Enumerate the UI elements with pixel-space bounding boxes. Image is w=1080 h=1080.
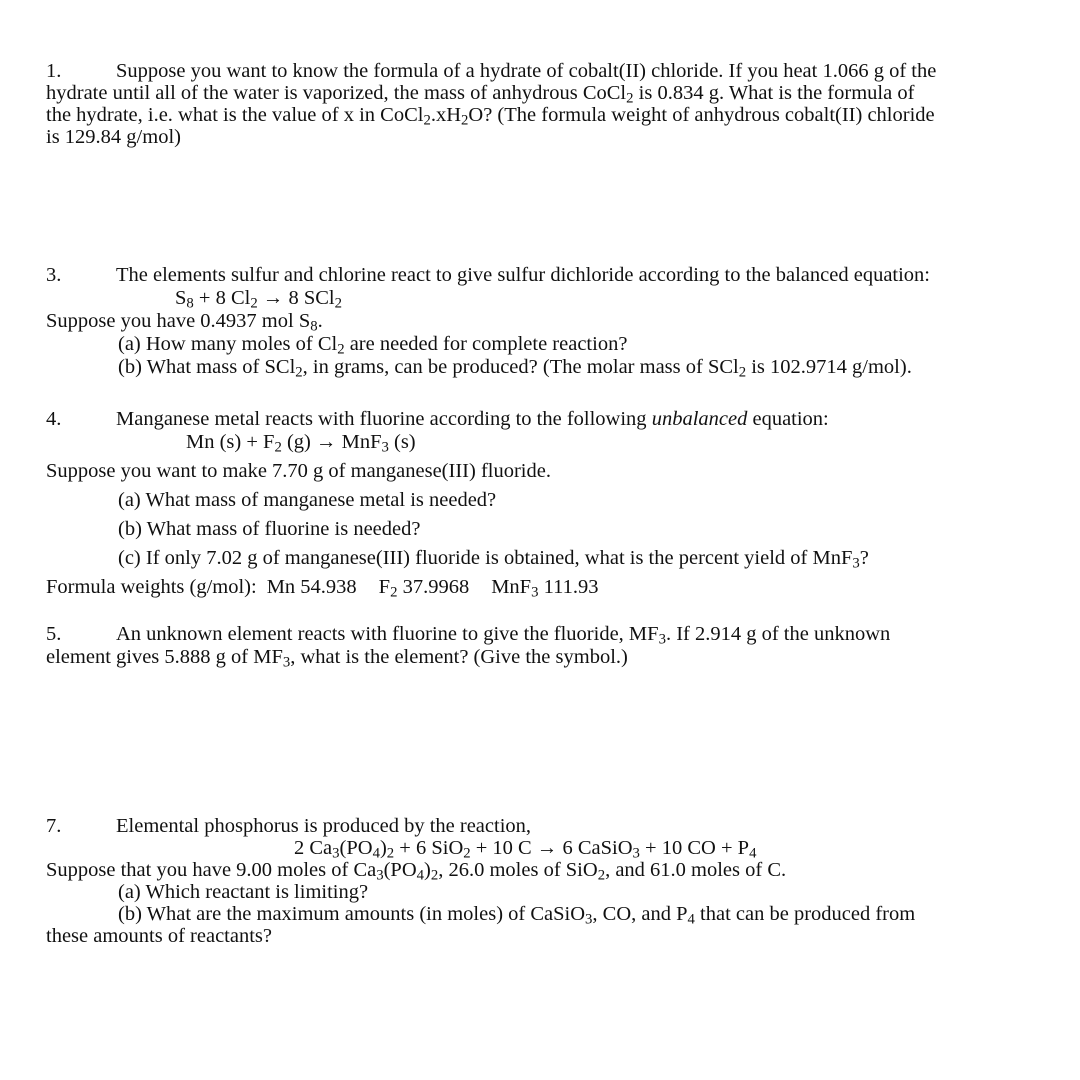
q4-part-b <box>46 518 1056 541</box>
text-segment: O? (The formula weight of anhydrous cobalt(II) chloride <box>468 104 935 126</box>
q4-given <box>46 460 1056 483</box>
text-segment: (s) <box>388 431 416 453</box>
question-1 <box>46 60 1056 148</box>
subscript: 4 <box>416 867 425 884</box>
q3-equation <box>46 287 1056 310</box>
text-segment: Manganese metal reacts with fluorine according to the following <box>116 408 652 430</box>
question-7 <box>46 815 1056 947</box>
q4-part-a <box>46 489 1056 512</box>
subscript: 2 <box>295 364 303 381</box>
q4-number: 4. <box>46 408 62 430</box>
text-segment: Mn 54.938 <box>266 576 357 598</box>
text-segment: , what is the element? (Give the symbol.) <box>290 646 628 668</box>
q7-part-a <box>46 881 1056 903</box>
q5-line-1 <box>46 623 1056 646</box>
q3-line-1 <box>46 264 1056 287</box>
subscript: 3 <box>381 439 389 456</box>
subscript: 3 <box>585 911 593 928</box>
text-segment: these amounts of reactants? <box>46 925 272 947</box>
text-segment: (a) How many moles of Cl <box>118 333 338 355</box>
text-segment: 2 Ca <box>294 837 333 859</box>
subscript: 3 <box>632 845 640 862</box>
text-segment: . If 2.914 g of the unknown <box>665 623 891 645</box>
q4-formula-weights <box>46 576 1056 599</box>
text-segment: element gives 5.888 g of MF <box>46 646 283 668</box>
q7-line-1 <box>46 815 1056 837</box>
subscript: 4 <box>372 845 380 862</box>
text-segment: Suppose that you have 9.00 moles of Ca <box>46 859 377 881</box>
text-segment: (c) If only 7.02 g of manganese(III) fluoride is obtained, what is the percent yield of MnF <box>118 547 853 569</box>
text-segment: is 0.834 g. What is the formula of <box>633 82 915 104</box>
text-segment: is 129.84 g/mol) <box>46 126 181 148</box>
text-segment: that can be produced from <box>694 903 916 925</box>
subscript: 2 <box>463 845 471 862</box>
text-segment: S <box>175 287 187 309</box>
text-segment: + 6 SiO <box>394 837 464 859</box>
q4-line-1 <box>46 408 1056 431</box>
q7-equation <box>46 837 1056 862</box>
question-3 <box>46 264 1056 379</box>
text-segment: (b) What are the maximum amounts (in moles) of CaSiO <box>118 903 586 925</box>
text-segment: (b) What mass of SCl <box>118 356 296 378</box>
subscript: 3 <box>658 631 666 648</box>
text-segment: (PO <box>339 837 373 859</box>
q7-part-b-continued <box>46 925 1056 947</box>
text-segment: .xH <box>430 104 462 126</box>
text-segment: Suppose you want to know the formula of a hydrate of cobalt(II) chloride. If you heat 1.066 g of the <box>116 60 937 82</box>
text-segment: 111.93 <box>538 576 599 598</box>
text-segment: + 8 Cl <box>193 287 251 309</box>
text-segment: (g) → MnF <box>281 431 382 453</box>
text-segment: The elements sulfur and chlorine react to give sulfur dichloride according to the balanced equation: <box>116 264 931 286</box>
text-segment: An unknown element reacts with fluorine to give the fluoride, MF <box>116 623 659 645</box>
subscript: 2 <box>738 364 747 381</box>
text-segment: + 10 CO + P <box>639 837 750 859</box>
q3-number: 3. <box>46 264 62 286</box>
text-segment: equation: <box>747 408 829 430</box>
text-segment: Formula weights (g/mol): <box>46 576 257 598</box>
text-segment: is 102.9714 g/mol). <box>746 356 912 378</box>
text-segment: MnF <box>491 576 532 598</box>
subscript: 2 <box>334 295 342 312</box>
q1-line-4 <box>46 126 1056 148</box>
q1-number: 1. <box>46 60 62 82</box>
q3-part-a <box>46 333 1056 356</box>
text-segment: F <box>378 576 391 598</box>
subscript: 4 <box>687 911 695 928</box>
text-segment: Suppose you want to make 7.70 g of manganese(III) fluoride. <box>46 460 551 482</box>
text-segment: (a) What mass of manganese metal is needed? <box>118 489 497 511</box>
text-segment: , in grams, can be produced? (The molar mass of SCl <box>302 356 739 378</box>
text-segment: , and 61.0 moles of C. <box>605 859 787 881</box>
subscript: 8 <box>186 295 194 312</box>
text-segment: (PO <box>383 859 417 881</box>
text-segment: Suppose you have 0.4937 mol S <box>46 310 311 332</box>
text-segment: → 8 SCl <box>257 287 335 309</box>
subscript: 2 <box>274 439 282 456</box>
q1-line-1 <box>46 60 1056 82</box>
subscript: 3 <box>332 845 340 862</box>
subscript: 2 <box>386 845 395 862</box>
subscript: 2 <box>461 112 469 129</box>
subscript: 8 <box>310 318 318 335</box>
text-segment: hydrate until all of the water is vaporized, the mass of anhydrous CoCl <box>46 82 627 104</box>
q5-number: 5. <box>46 623 62 645</box>
subscript: 2 <box>337 341 345 358</box>
q3-part-b <box>46 356 1056 379</box>
subscript: 3 <box>282 654 291 671</box>
q5-line-2 <box>46 646 1056 669</box>
subscript: 2 <box>430 867 439 884</box>
text-segment: (a) Which reactant is limiting? <box>118 881 369 903</box>
q7-given <box>46 859 1056 884</box>
subscript: 3 <box>531 584 539 601</box>
subscript: 2 <box>597 867 606 884</box>
text-segment: ? <box>859 547 869 569</box>
q1-line-3 <box>46 104 1056 129</box>
subscript: 2 <box>423 112 431 129</box>
q4-part-c <box>46 547 1056 570</box>
q3-given <box>46 310 1056 333</box>
subscript: 2 <box>626 90 634 107</box>
text-segment: Elemental phosphorus is produced by the reaction, <box>116 815 532 837</box>
text-segment: + 10 C → 6 CaSiO <box>470 837 633 859</box>
text-segment: are needed for complete reaction? <box>344 333 628 355</box>
q1-line-2 <box>46 82 1056 107</box>
text-segment: ) <box>379 837 387 859</box>
question-4 <box>46 408 1056 599</box>
subscript: 3 <box>376 867 384 884</box>
text-segment: (b) What mass of fluorine is needed? <box>118 518 421 540</box>
question-5 <box>46 623 1056 669</box>
q7-number: 7. <box>46 815 62 837</box>
text-segment: . <box>317 310 323 332</box>
subscript: 3 <box>852 555 860 572</box>
subscript: 4 <box>749 845 757 862</box>
text-segment: the hydrate, i.e. what is the value of x in CoCl <box>46 104 424 126</box>
text-segment: , CO, and P <box>592 903 688 925</box>
text-segment: Mn (s) + F <box>186 431 275 453</box>
text-segment: 37.9968 <box>397 576 470 598</box>
subscript: 2 <box>390 584 398 601</box>
subscript: 2 <box>250 295 258 312</box>
text-segment: unbalanced <box>651 408 748 430</box>
q4-equation <box>46 431 1056 454</box>
text-segment: ) <box>424 859 431 881</box>
text-segment: , 26.0 moles of SiO <box>438 859 598 881</box>
q7-part-b <box>46 903 1056 928</box>
